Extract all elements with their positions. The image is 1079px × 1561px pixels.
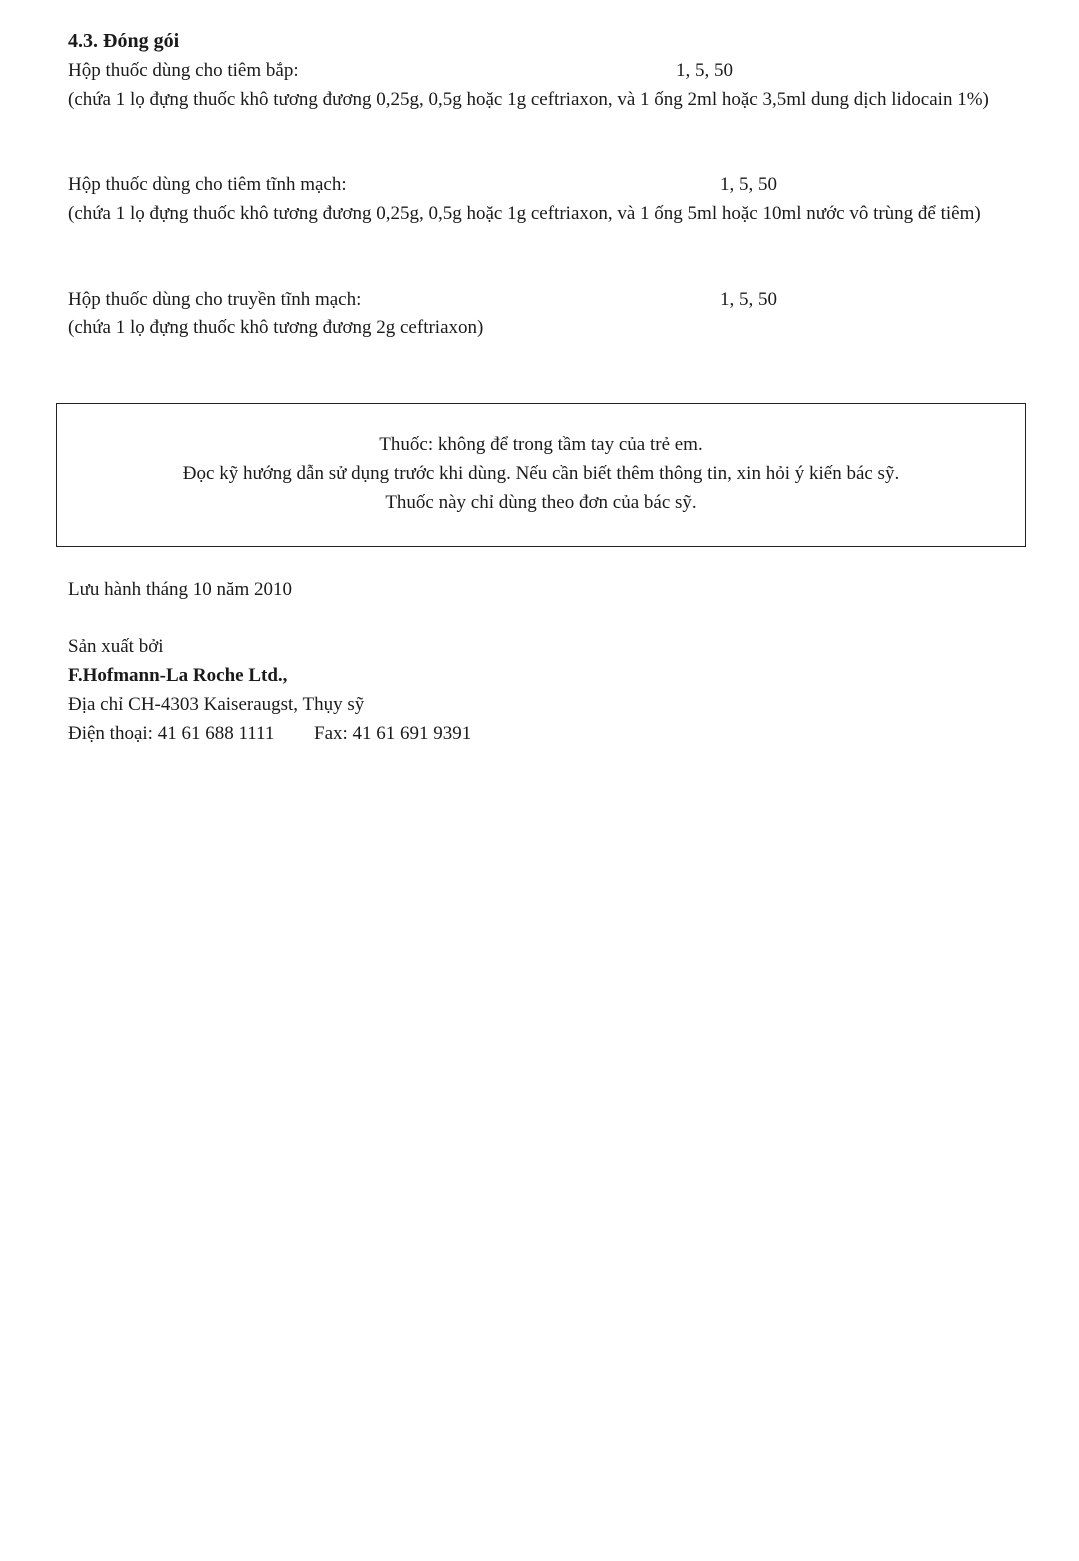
package-label-intramuscular: Hộp thuốc dùng cho tiêm bắp:	[68, 60, 299, 81]
package-quantity-intravenous-infusion: 1, 5, 50	[720, 289, 777, 310]
manufacturer-fax: Fax: 41 61 691 9391	[314, 723, 472, 744]
package-label-intravenous-injection: Hộp thuốc dùng cho tiêm tĩnh mạch:	[68, 174, 347, 195]
circulation-date: Lưu hành tháng 10 năm 2010	[68, 579, 293, 600]
package-detail-intravenous-injection: (chứa 1 lọ đựng thuốc khô tương đương 0,25g, 0,5g hoặc 1g ceftriaxon, và 1 ống 5ml hoặc 10ml nước vô trùng để tiêm)	[68, 203, 981, 224]
notice-line-children: Thuốc: không để trong tầm tay của trẻ em.	[379, 434, 703, 455]
manufacturer-phone: Điện thoại: 41 61 688 1111	[68, 723, 275, 744]
manufacturer-address: Địa chỉ CH-4303 Kaiseraugst, Thụy sỹ	[68, 694, 365, 715]
manufacturer-name: F.Hofmann-La Roche Ltd.,	[68, 665, 288, 686]
package-quantity-intravenous-injection: 1, 5, 50	[720, 174, 777, 195]
notice-line-instructions: Đọc kỹ hướng dẫn sử dụng trước khi dùng. Nếu cần biết thêm thông tin, xin hỏi ý kiến bác sỹ.	[182, 463, 900, 484]
section-heading: 4.3. Đóng gói	[68, 30, 180, 52]
package-quantity-intramuscular: 1, 5, 50	[676, 60, 733, 81]
package-detail-intramuscular: (chứa 1 lọ đựng thuốc khô tương đương 0,25g, 0,5g hoặc 1g ceftriaxon, và 1 ống 2ml hoặc 3,5ml dung dịch lidocain 1%)	[68, 89, 989, 110]
warning-notice-box	[56, 403, 1026, 547]
notice-line-prescription: Thuốc này chỉ dùng theo đơn của bác sỹ.	[385, 492, 697, 513]
package-detail-intravenous-infusion: (chứa 1 lọ đựng thuốc khô tương đương 2g ceftriaxon)	[68, 317, 484, 338]
package-label-intravenous-infusion: Hộp thuốc dùng cho truyền tĩnh mạch:	[68, 289, 362, 310]
manufacturer-intro: Sản xuất bởi	[68, 636, 164, 657]
